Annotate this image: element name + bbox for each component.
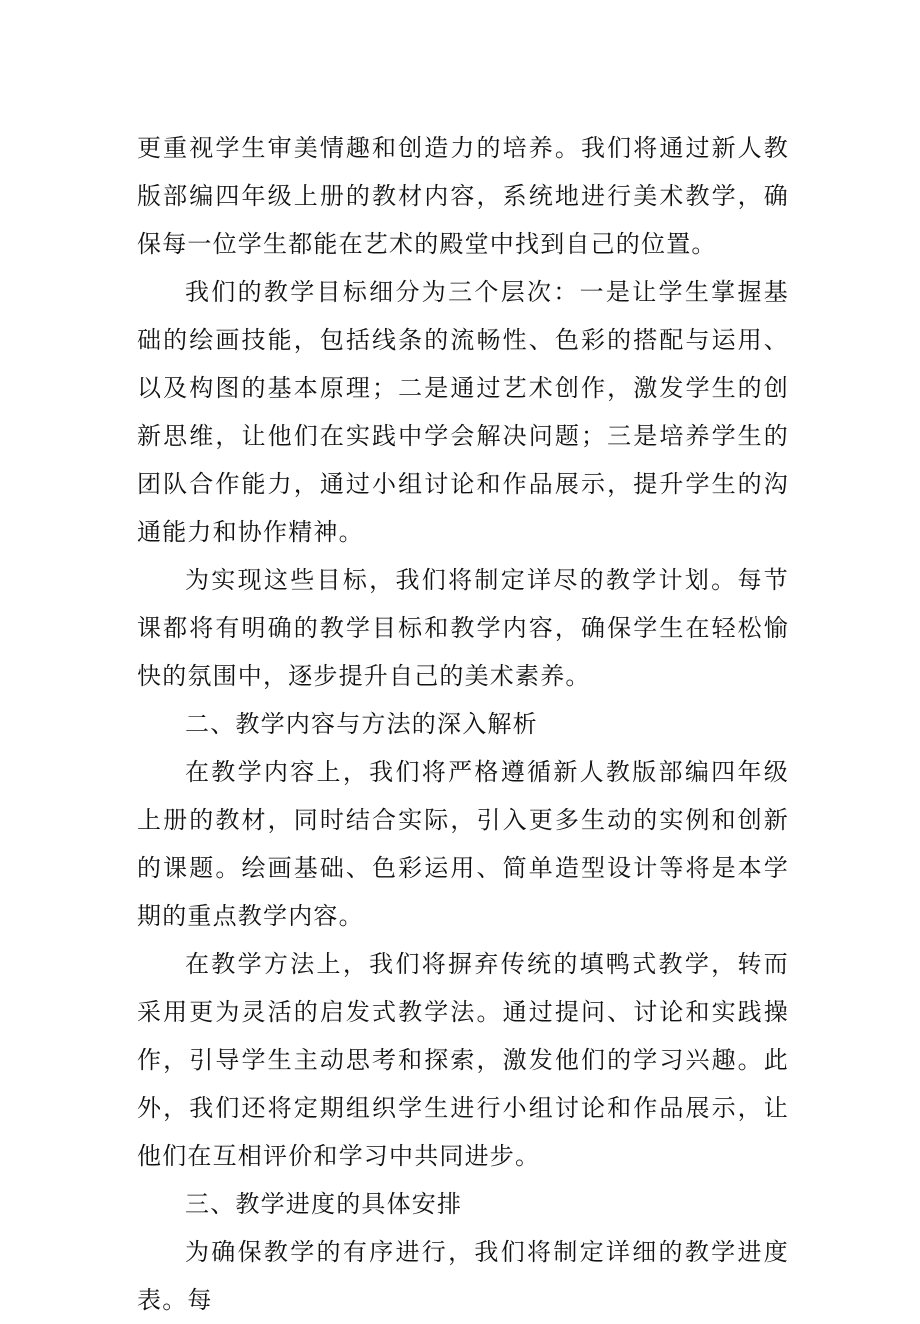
paragraph-continued: 更重视学生审美情趣和创造力的培养。我们将通过新人教版部编四年级上册的教材内容，系统地进行美术教学，确保每一位学生都能在艺术的殿堂中找到自己的位置。: [137, 134, 789, 258]
paragraph-schedule: 为确保教学的有序进行，我们将制定详细的教学进度表。每: [137, 1238, 789, 1314]
section-heading-schedule: 三、教学进度的具体安排: [185, 1190, 463, 1218]
section-heading-content-methods: 二、教学内容与方法的深入解析: [185, 710, 538, 738]
document-body: [137, 124, 789, 1324]
paragraph-teaching-methods: 在教学方法上，我们将摒弃传统的填鸭式教学，转而采用更为灵活的启发式教学法。通过提问、讨论和实践操作，引导学生主动思考和探索，激发他们的学习兴趣。此外，我们还将定期组织学生进行小组讨论和作品展示，让他们在互相评价和学习中共同进步。: [137, 950, 789, 1170]
paragraph-teaching-content: 在教学内容上，我们将严格遵循新人教版部编四年级上册的教材，同时结合实际，引入更多生动的实例和创新的课题。绘画基础、色彩运用、简单造型设计等将是本学期的重点教学内容。: [137, 758, 789, 930]
paragraph-teaching-goals: 我们的教学目标细分为三个层次：一是让学生掌握基础的绘画技能，包括线条的流畅性、色彩的搭配与运用、以及构图的基本原理；二是通过艺术创作，激发学生的创新思维，让他们在实践中学会解决问题；三是培养学生的团队合作能力，通过小组讨论和作品展示，提升学生的沟通能力和协作精神。: [137, 278, 789, 546]
paragraph-teaching-plan: 为实现这些目标，我们将制定详尽的教学计划。每节课都将有明确的教学目标和教学内容，确保学生在轻松愉快的氛围中，逐步提升自己的美术素养。: [137, 566, 789, 690]
